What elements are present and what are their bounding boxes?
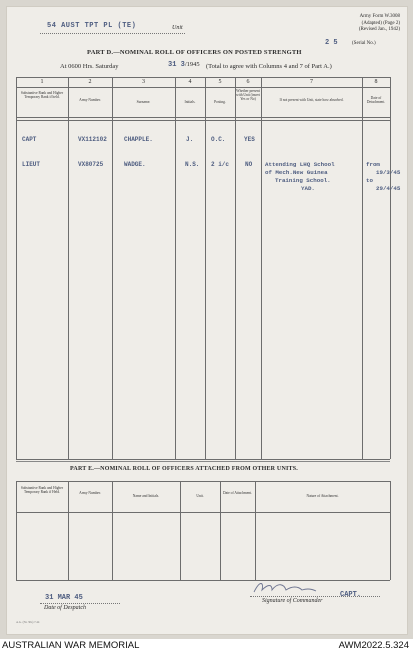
col-header-number: Army Number. [79, 98, 101, 102]
despatch-line [40, 603, 120, 604]
grid-line [175, 77, 176, 459]
grid-line [16, 481, 390, 482]
caption-bar [0, 639, 413, 653]
col-number-2: 2 [88, 79, 92, 85]
row2-number: VX80725 [78, 161, 104, 168]
row1-posting: O.C. [211, 136, 226, 143]
total-note: (Total to agree with Columns 4 and 7 of Part A.) [206, 63, 332, 70]
e-col-header-number: Army Number. [79, 491, 101, 495]
form-ref-line-3: (Revised Jan., 1942) [358, 27, 400, 32]
e-col-header-nature: Nature of Attachment. [306, 494, 339, 498]
roll-date-day: 31 3 [168, 61, 185, 69]
grid-line [220, 481, 221, 580]
row1-rank: CAPT [22, 136, 37, 143]
row2-detachment-date [366, 161, 400, 193]
unit-name: 54 AUST TPT PL (TE) [47, 22, 137, 30]
caption-accession-number: AWM2022.5.324 [338, 640, 409, 651]
date-line: from [366, 161, 380, 168]
grid-line [112, 77, 113, 459]
date-line: to [366, 177, 373, 184]
grid-line [16, 87, 390, 88]
row2-posting: 2 i/c [211, 161, 230, 168]
row1-initials: J. [186, 136, 194, 143]
grid-line [16, 459, 390, 460]
absence-line: Training School. [275, 177, 331, 184]
col-header-present: Whether present with Unit (insert Yes or No) [236, 89, 260, 102]
print-note: A.G. (No 30a) 7.44 [16, 620, 40, 624]
col-number-6: 6 [246, 79, 250, 85]
col-number-1: 1 [40, 79, 44, 85]
grid-line [261, 77, 262, 459]
col-header-surname: Surname. [136, 100, 151, 104]
col-number-5: 5 [218, 79, 222, 85]
col-header-rank: Substantive Rank and Higher Temporary Rank if held. [20, 91, 64, 100]
part-divider [16, 461, 390, 462]
col-number-7: 7 [310, 79, 313, 85]
row1-present: YES [244, 136, 255, 143]
roll-date [168, 61, 200, 69]
grid-line [16, 512, 390, 513]
row2-initials: N.S. [185, 161, 200, 168]
col-header-posting: Posting. [214, 100, 226, 104]
e-col-header-name: Name and Initials. [132, 494, 160, 498]
grid-line [16, 481, 17, 580]
grid-line [68, 481, 69, 580]
grid-line [362, 77, 363, 459]
grid-line [180, 481, 181, 580]
grid-line [112, 481, 113, 580]
part-d-title: PART D.—NOMINAL ROLL OF OFFICERS ON POSTED STRENGTH [87, 49, 302, 56]
roll-year: /1945 [184, 61, 200, 68]
grid-line [68, 77, 69, 459]
grid-line [16, 580, 390, 581]
caption-source: AUSTRALIAN WAR MEMORIAL [2, 640, 140, 651]
col-header-absence: If not present with Unit, state how absorbed. [279, 98, 344, 102]
despatch-label: Date of Despatch [44, 605, 86, 611]
grid-line [235, 77, 236, 459]
unit-underline [40, 33, 185, 34]
col-header-detachment: Date of Detachment. [366, 96, 386, 105]
row2-surname: WADGE. [124, 161, 146, 168]
grid-line [16, 77, 17, 459]
e-col-header-unit: Unit. [196, 494, 204, 498]
commander-signature [250, 578, 320, 598]
col-number-8: 8 [374, 79, 378, 85]
form-ref-line-1: Army Form W.3008 [359, 14, 400, 19]
absence-line: of Mech.New Guinea [265, 169, 328, 176]
row1-number: VX112102 [78, 136, 107, 143]
form-reference [338, 14, 400, 34]
signature-label: Signature of Commander [262, 598, 323, 604]
date-line: 19/3/45 [376, 169, 401, 176]
serial-label: (Serial No.) [352, 41, 376, 46]
absence-line: Attending LHQ School [265, 161, 335, 168]
row1-surname: CHAPPLE. [124, 136, 153, 143]
form-ref-line-2: (Adapted) (Page 2) [361, 20, 400, 26]
signature-line [250, 596, 380, 597]
grid-line [16, 77, 390, 78]
at-time-text: At 0600 Hrs. Saturday [60, 63, 119, 70]
row2-present: NO [245, 161, 253, 168]
grid-line [255, 481, 256, 580]
row2-rank: LIEUT [22, 161, 41, 168]
unit-label: Unit [172, 25, 183, 31]
col-header-initials: Initials. [184, 100, 196, 104]
grid-line [16, 120, 390, 121]
grid-line [205, 77, 206, 459]
e-col-header-attachment-date: Date of Attachment. [222, 491, 253, 495]
e-col-header-rank: Substantive Rank and Higher Temporary Rank if Held. [20, 486, 64, 495]
despatch-date: 31 MAR 45 [45, 594, 83, 602]
row2-absence [265, 161, 335, 193]
col-number-3: 3 [142, 79, 145, 85]
part-e-title: PART E.—NOMINAL ROLL OF OFFICERS ATTACHED FROM OTHER UNITS. [70, 466, 298, 472]
absence-line: YAD. [301, 185, 315, 192]
grid-line [390, 481, 391, 580]
grid-line [390, 77, 391, 459]
col-number-4: 4 [188, 79, 192, 85]
commander-rank: CAPT. [340, 591, 362, 599]
date-line: 29/4/45 [376, 185, 401, 192]
grid-line [16, 117, 390, 118]
serial-number: 2 5 [325, 39, 338, 47]
